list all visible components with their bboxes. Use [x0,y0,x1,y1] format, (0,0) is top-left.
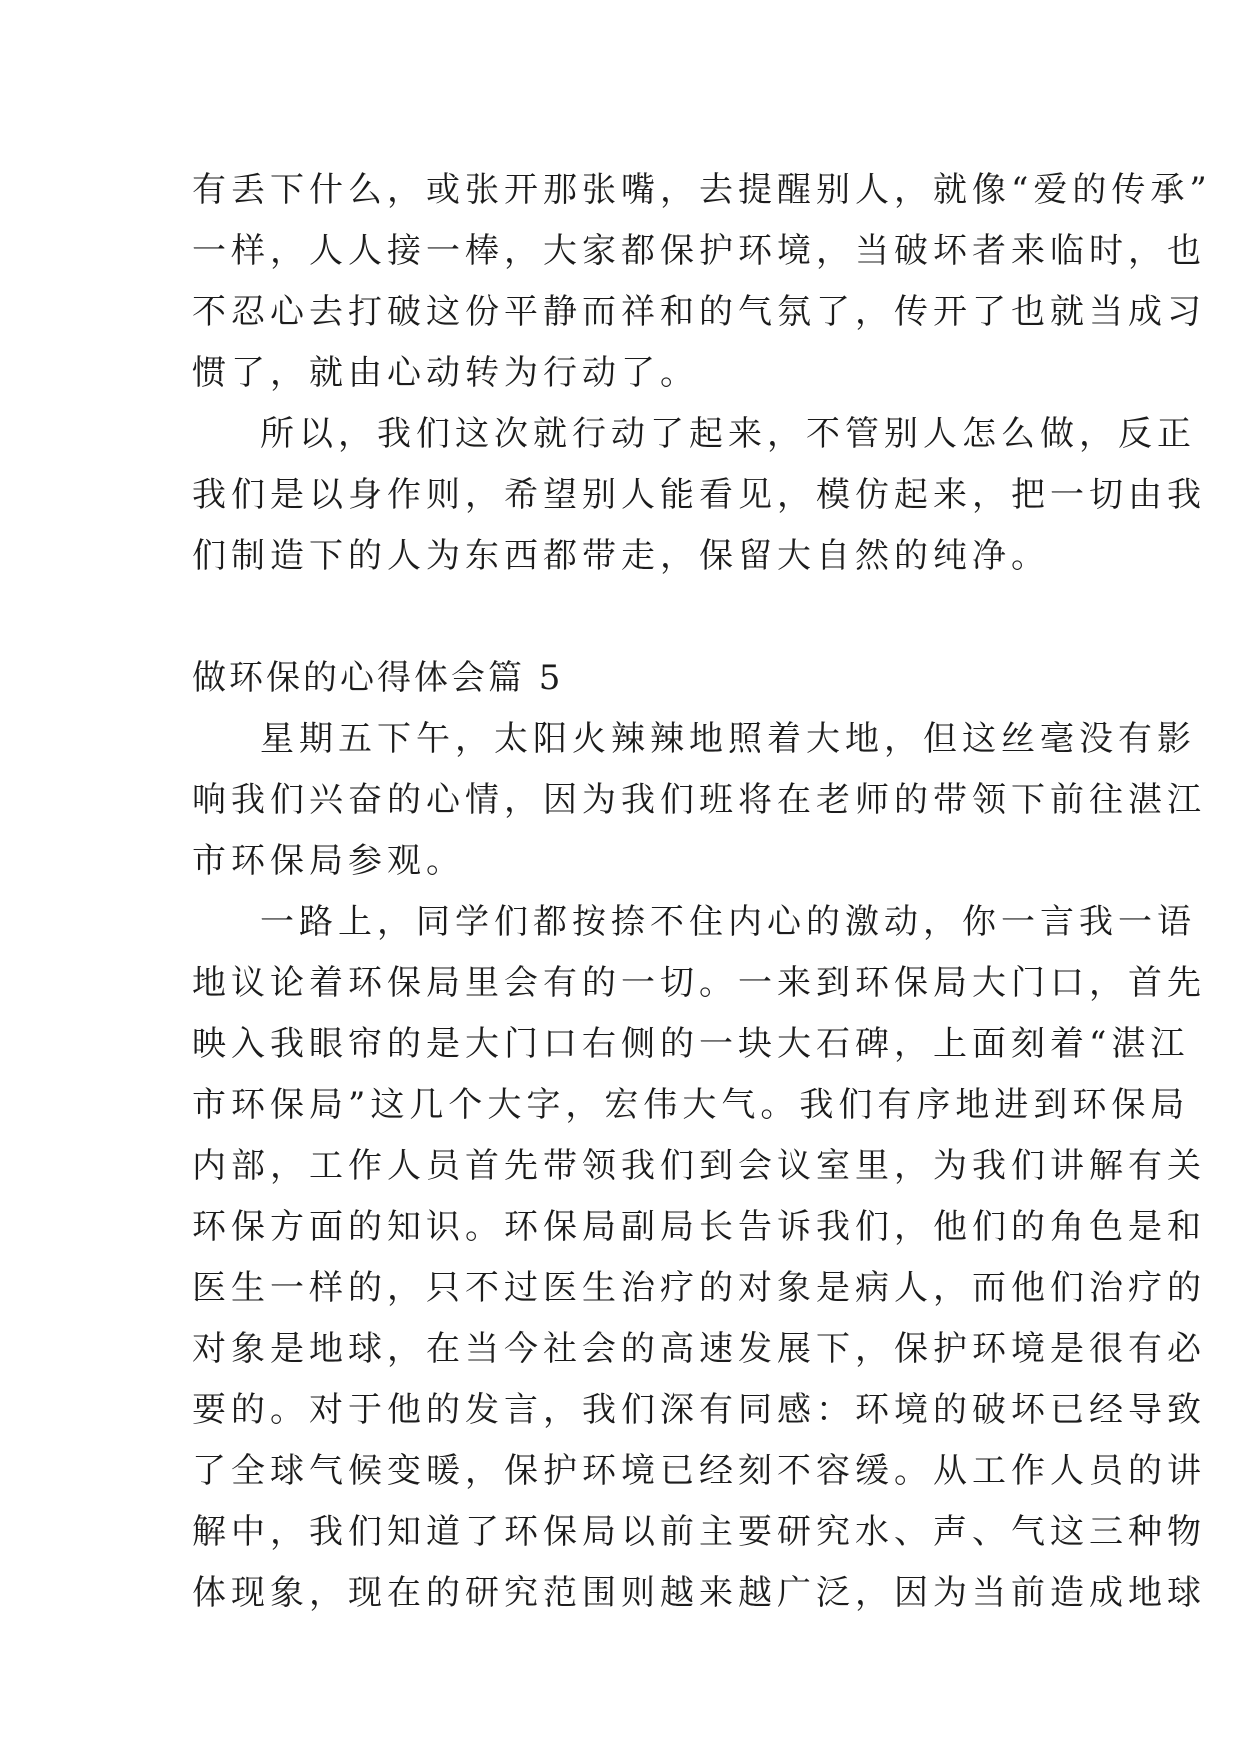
text-line: 我们是以身作则，希望别人能看见，模仿起来，把一切由我 [192,475,1206,515]
text-line: 一路上，同学们都按捺不住内心的激动，你一言我一语 [260,902,1196,942]
paragraph-gap [192,587,1052,648]
text-line: 地议论着环保局里会有的一切。一来到环保局大门口，首先 [192,963,1206,1003]
text-line: 对象是地球，在当今社会的高速发展下，保护环境是很有必 [192,1329,1206,1369]
text-line: 市环保局参观。 [192,841,465,881]
text-line: 不忍心去打破这份平静而祥和的气氛了，传开了也就当成习 [192,292,1206,332]
text-line: 一样，人人接一棒，大家都保护环境，当破坏者来临时，也 [192,231,1206,271]
text-line: 环保方面的知识。环保局副局长告诉我们，他们的角色是和 [192,1207,1206,1247]
text-line: 星期五下午，太阳火辣辣地照着大地，但这丝毫没有影 [260,719,1196,759]
text-line: 所以，我们这次就行动了起来，不管别人怎么做，反正 [260,414,1196,454]
text-line: 要的。对于他的发言，我们深有同感：环境的破坏已经导致 [192,1390,1206,1430]
text-line: 了全球气候变暖，保护环境已经刻不容缓。从工作人员的讲 [192,1451,1206,1491]
text-line: 惯了，就由心动转为行动了。 [192,353,699,393]
section-heading [192,648,1052,709]
text-line: 响我们兴奋的心情，因为我们班将在老师的带领下前往湛江 [192,780,1206,820]
section-heading-text: 做环保的心得体会篇 5 [192,658,564,698]
text-line: 有丢下什么，或张开那张嘴，去提醒别人，就像“爱的传承” [192,170,1212,210]
text-line: 内部，工作人员首先带领我们到会议室里，为我们讲解有关 [192,1146,1206,1186]
paragraph-4 [192,892,1206,1624]
paragraph-3 [192,709,1206,892]
paragraph-1 [192,160,1212,404]
document-body [192,160,1212,1624]
text-line: 医生一样的，只不过医生治疗的对象是病人，而他们治疗的 [192,1268,1206,1308]
text-line: 解中，我们知道了环保局以前主要研究水、声、气这三种物 [192,1512,1206,1552]
text-line: 映入我眼帘的是大门口右侧的一块大石碑，上面刻着“湛江 [192,1024,1190,1064]
text-line: 市环保局”这几个大字，宏伟大气。我们有序地进到环保局 [192,1085,1190,1125]
text-line: 体现象，现在的研究范围则越来越广泛，因为当前造成地球 [192,1573,1206,1613]
text-line: 们制造下的人为东西都带走，保留大自然的纯净。 [192,536,1050,576]
paragraph-2 [192,404,1206,587]
